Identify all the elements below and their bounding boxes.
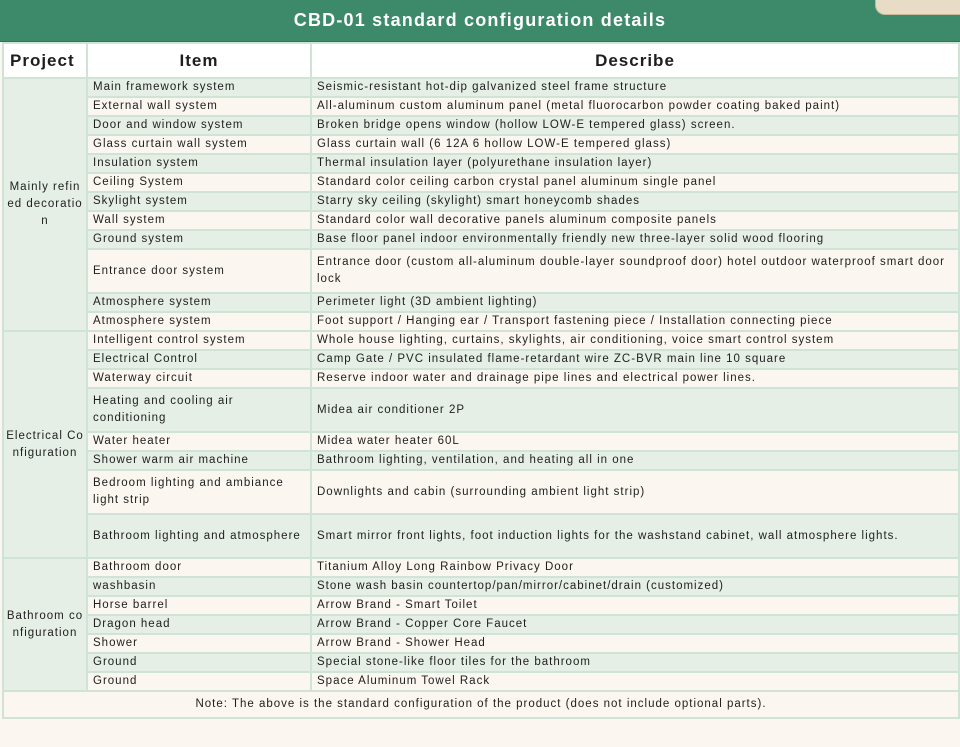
- configuration-table: [2, 42, 960, 719]
- describe-cell: Space Aluminum Towel Rack: [311, 672, 959, 691]
- note-row: [3, 691, 959, 718]
- table-row: [3, 249, 959, 293]
- describe-cell: Titanium Alloy Long Rainbow Privacy Door: [311, 558, 959, 577]
- describe-cell: Arrow Brand - Shower Head: [311, 634, 959, 653]
- describe-cell: Midea air conditioner 2P: [311, 388, 959, 432]
- table-row: [3, 350, 959, 369]
- table-row: [3, 470, 959, 514]
- describe-cell: Stone wash basin countertop/pan/mirror/cabinet/drain (customized): [311, 577, 959, 596]
- table-row: [3, 634, 959, 653]
- describe-cell: Camp Gate / PVC insulated flame-retardant wire ZC-BVR main line 10 square: [311, 350, 959, 369]
- item-cell: Waterway circuit: [87, 369, 311, 388]
- describe-cell: Glass curtain wall (6 12A 6 hollow LOW-E tempered glass): [311, 135, 959, 154]
- item-cell: Atmosphere system: [87, 293, 311, 312]
- table-row: [3, 293, 959, 312]
- item-cell: Main framework system: [87, 78, 311, 97]
- describe-cell: Downlights and cabin (surrounding ambient light strip): [311, 470, 959, 514]
- table-row: [3, 154, 959, 173]
- header-describe: Describe: [311, 43, 959, 78]
- describe-cell: Broken bridge opens window (hollow LOW-E tempered glass) screen.: [311, 116, 959, 135]
- describe-cell: Midea water heater 60L: [311, 432, 959, 451]
- item-cell: External wall system: [87, 97, 311, 116]
- item-cell: Bathroom lighting and atmosphere: [87, 514, 311, 558]
- project-cell: Mainly refined decoration: [3, 78, 87, 331]
- describe-cell: Starry sky ceiling (skylight) smart honeycomb shades: [311, 192, 959, 211]
- describe-cell: Smart mirror front lights, foot induction lights for the washstand cabinet, wall atmosphere lights.: [311, 514, 959, 558]
- describe-cell: Arrow Brand - Copper Core Faucet: [311, 615, 959, 634]
- item-cell: Ground: [87, 672, 311, 691]
- table-row: [3, 331, 959, 350]
- table-row: [3, 192, 959, 211]
- item-cell: Door and window system: [87, 116, 311, 135]
- describe-cell: Standard color wall decorative panels aluminum composite panels: [311, 211, 959, 230]
- table-row: [3, 672, 959, 691]
- describe-cell: All-aluminum custom aluminum panel (metal fluorocarbon powder coating baked paint): [311, 97, 959, 116]
- item-cell: Intelligent control system: [87, 331, 311, 350]
- describe-cell: Arrow Brand - Smart Toilet: [311, 596, 959, 615]
- table-row: [3, 514, 959, 558]
- describe-cell: Thermal insulation layer (polyurethane insulation layer): [311, 154, 959, 173]
- describe-cell: Special stone-like floor tiles for the bathroom: [311, 653, 959, 672]
- header-item: Item: [87, 43, 311, 78]
- footnote: Note: The above is the standard configuration of the product (does not include optional parts).: [3, 691, 959, 718]
- table-row: [3, 615, 959, 634]
- table-row: [3, 653, 959, 672]
- item-cell: Ceiling System: [87, 173, 311, 192]
- item-cell: Glass curtain wall system: [87, 135, 311, 154]
- item-cell: Insulation system: [87, 154, 311, 173]
- describe-cell: Reserve indoor water and drainage pipe lines and electrical power lines.: [311, 369, 959, 388]
- header-project: Project: [3, 43, 87, 78]
- item-cell: washbasin: [87, 577, 311, 596]
- describe-cell: Foot support / Hanging ear / Transport fastening piece / Installation connecting piece: [311, 312, 959, 331]
- project-cell: Bathroom configuration: [3, 558, 87, 691]
- item-cell: Heating and cooling air conditioning: [87, 388, 311, 432]
- table-row: [3, 78, 959, 97]
- table-row: [3, 577, 959, 596]
- table-row: [3, 432, 959, 451]
- item-cell: Bedroom lighting and ambiance light strip: [87, 470, 311, 514]
- table-row: [3, 135, 959, 154]
- table-row: [3, 596, 959, 615]
- describe-cell: Base floor panel indoor environmentally friendly new three-layer solid wood flooring: [311, 230, 959, 249]
- project-cell: Electrical Configuration: [3, 331, 87, 558]
- describe-cell: Standard color ceiling carbon crystal panel aluminum single panel: [311, 173, 959, 192]
- table-row: [3, 558, 959, 577]
- describe-cell: Perimeter light (3D ambient lighting): [311, 293, 959, 312]
- item-cell: Horse barrel: [87, 596, 311, 615]
- describe-cell: Bathroom lighting, ventilation, and heating all in one: [311, 451, 959, 470]
- table-row: [3, 97, 959, 116]
- page-title: CBD-01 standard configuration details: [0, 0, 960, 42]
- describe-cell: Entrance door (custom all-aluminum double-layer soundproof door) hotel outdoor waterproof smart door lock: [311, 249, 959, 293]
- item-cell: Electrical Control: [87, 350, 311, 369]
- header-row: [3, 43, 959, 78]
- item-cell: Shower warm air machine: [87, 451, 311, 470]
- item-cell: Shower: [87, 634, 311, 653]
- table-row: [3, 173, 959, 192]
- table-row: [3, 312, 959, 331]
- table-row: [3, 211, 959, 230]
- table-row: [3, 369, 959, 388]
- describe-cell: Whole house lighting, curtains, skylights, air conditioning, voice smart control system: [311, 331, 959, 350]
- table-row: [3, 230, 959, 249]
- table-row: [3, 116, 959, 135]
- item-cell: Ground: [87, 653, 311, 672]
- item-cell: Wall system: [87, 211, 311, 230]
- table-row: [3, 451, 959, 470]
- describe-cell: Seismic-resistant hot-dip galvanized steel frame structure: [311, 78, 959, 97]
- item-cell: Entrance door system: [87, 249, 311, 293]
- item-cell: Water heater: [87, 432, 311, 451]
- corner-tab: [875, 0, 960, 15]
- item-cell: Skylight system: [87, 192, 311, 211]
- table-row: [3, 388, 959, 432]
- item-cell: Bathroom door: [87, 558, 311, 577]
- item-cell: Dragon head: [87, 615, 311, 634]
- item-cell: Ground system: [87, 230, 311, 249]
- item-cell: Atmosphere system: [87, 312, 311, 331]
